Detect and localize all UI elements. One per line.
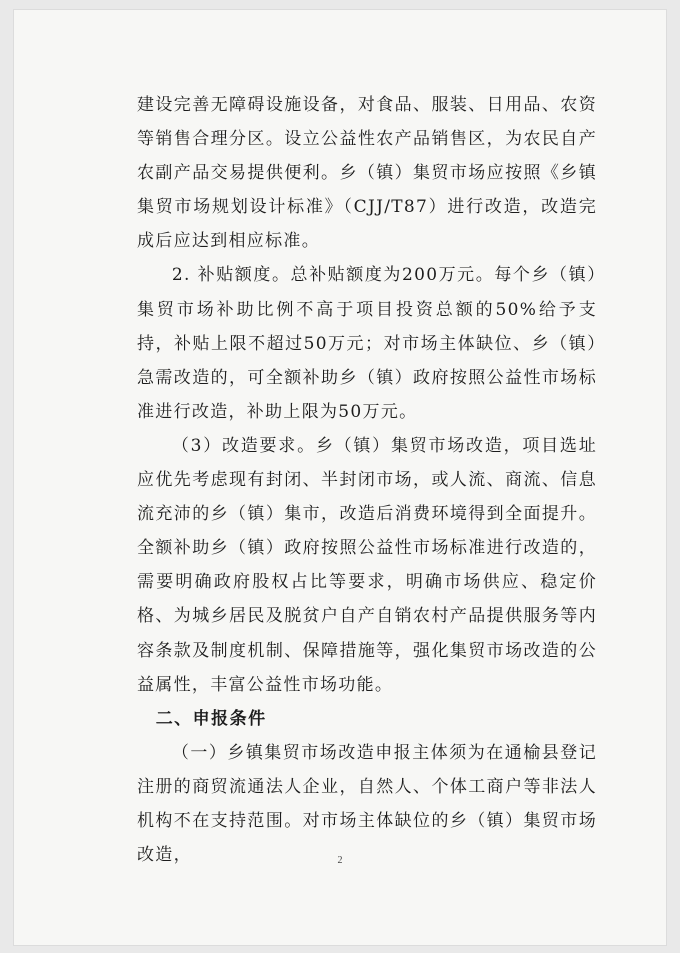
document-body: [137, 88, 597, 872]
paragraph-renovation-requirements: （3）改造要求。乡（镇）集贸市场改造，项目选址应优先考虑现有封闭、半封闭市场，或人流、商流、信息流充沛的乡（镇）集市，改造后消费环境得到全面提升。全额补助乡（镇）政府按照公益性市场标准进行改造的，需要明确政府股权占比等要求，明确市场供应、稳定价格、为城乡居民及脱贫户自产自销农村产品提供服务等内容条款及制度机制、保障措施等，强化集贸市场改造的公益属性，丰富公益性市场功能。: [137, 435, 597, 695]
document-page: [14, 10, 666, 945]
section-heading: 二、申报条件: [155, 708, 267, 729]
paragraph-subsidy-amount: 2. 补贴额度。总补贴额度为200万元。每个乡（镇）集贸市场补助比例不高于项目投资总额的50%给予支持，补贴上限不超过50万元；对市场主体缺位、乡（镇）急需改造的，可全额补助乡（镇）政府按照公益性市场标准进行改造，补助上限为50万元。: [137, 265, 597, 422]
paragraph-facilities: 建设完善无障碍设施设备，对食品、服装、日用品、农资等销售合理分区。设立公益性农产品销售区，为农民自产农副产品交易提供便利。乡（镇）集贸市场应按照《乡镇集贸市场规划设计标准》（CJJ/T87）进行改造，改造完成后应达到相应标准。: [137, 95, 597, 252]
page-number: 2: [337, 855, 343, 866]
paragraph-applicant-conditions: （一）乡镇集贸市场改造申报主体须为在通榆县登记注册的商贸流通法人企业，自然人、个体工商户等非法人机构不在支持范围。对市场主体缺位的乡（镇）集贸市场改造，: [137, 742, 597, 866]
